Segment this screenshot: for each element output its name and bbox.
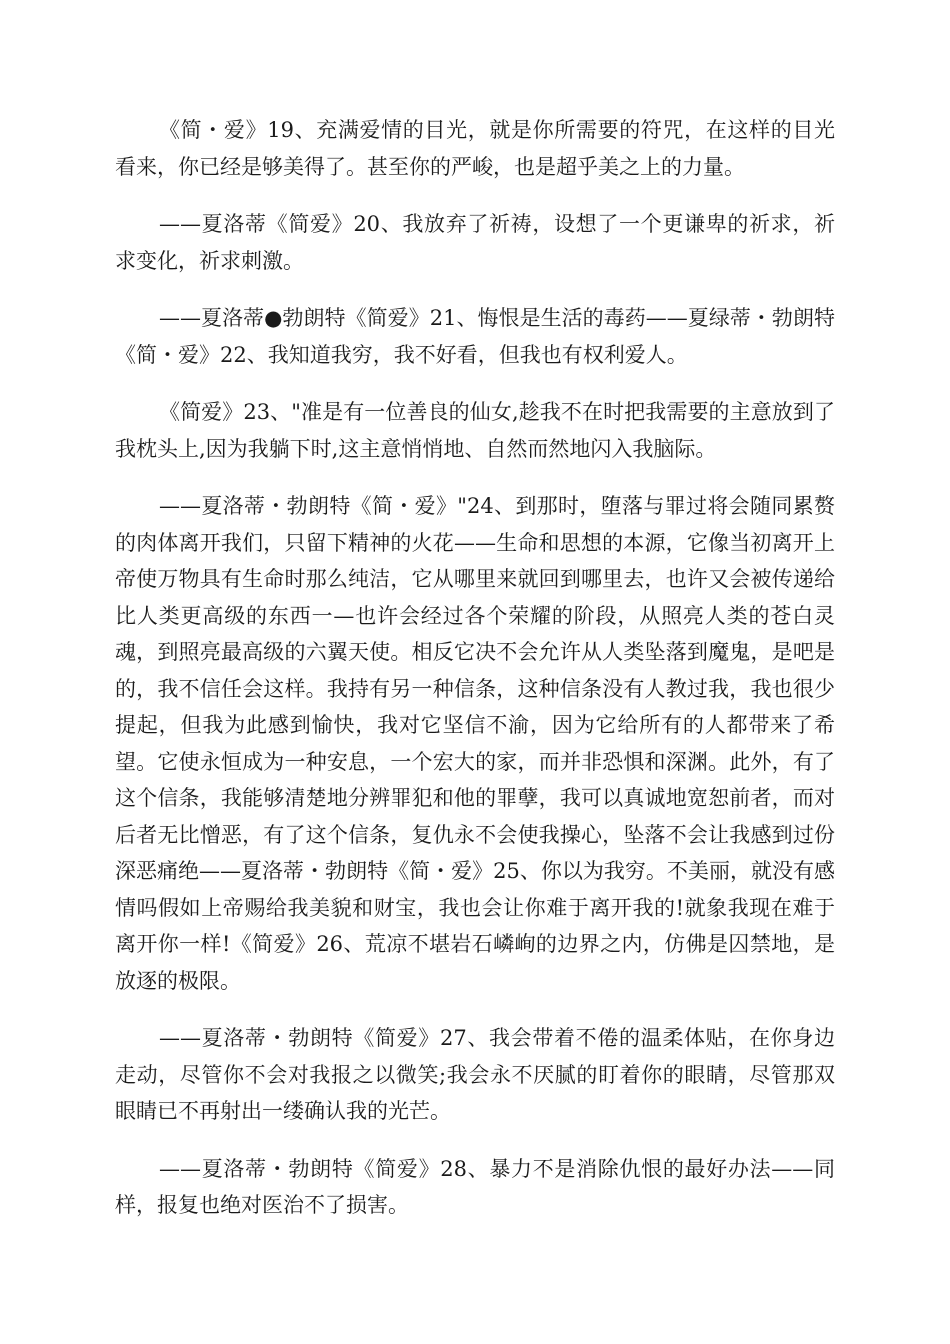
paragraph-2: ——夏洛蒂《简爱》20、我放弃了祈祷，设想了一个更谦卑的祈求，祈求变化，祈求刺激。 <box>115 212 835 273</box>
paragraph-5: ——夏洛蒂・勃朗特《简・爱》"24、到那时，堕落与罪过将会随同累赘的肉体离开我们，只留下精神的火花——生命和思想的本源，它像当初离开上帝使万物具有生命时那么纯洁，它从哪里来就回到哪里去，也许又会被传递给比人类更高级的东西一—也许会经过各个荣耀的阶段，从照亮人类的苍白灵魂，到照亮最高级的六翼天使。相反它决不会允许从人类坠落到魔鬼，是吧是的，我不信任会这样。我持有另一种信条，这种信条没有人教过我，我也很少提起，但我为此感到愉快，我对它坚信不渝，因为它给所有的人都带来了希望。它使永恒成为一种安息，一个宏大的家，而并非恐惧和深渊。此外，有了这个信条，我能够清楚地分辨罪犯和他的罪孽，我可以真诚地宽恕前者，而对后者无比憎恶，有了这个信条，复仇永不会使我操心，坠落不会让我感到过份深恶痛绝——夏洛蒂・勃朗特《简・爱》25、你以为我穷。不美丽，就没有感情吗假如上帝赐给我美貌和财宝，我也会让你难于离开我的!就象我现在难于离开你一样!《简爱》26、荒凉不堪岩石嶙峋的边界之内，仿佛是囚禁地，是放逐的极限。 <box>115 494 835 993</box>
paragraph-6: ——夏洛蒂・勃朗特《简爱》27、我会带着不倦的温柔体贴，在你身边走动，尽管你不会对我报之以微笑;我会永不厌腻的盯着你的眼睛，尽管那双眼睛已不再射出一缕确认我的光芒。 <box>115 1026 835 1123</box>
paragraph-7: ——夏洛蒂・勃朗特《简爱》28、暴力不是消除仇恨的最好办法——同样，报复也绝对医治不了损害。 <box>115 1156 835 1217</box>
document-body <box>115 112 835 1245</box>
paragraph-1: 《简・爱》19、充满爱情的目光，就是你所需要的符咒，在这样的目光看来，你已经是够美得了。甚至你的严峻，也是超乎美之上的力量。 <box>115 118 835 179</box>
paragraph-3: ——夏洛蒂●勃朗特《简爱》21、悔恨是生活的毒药——夏绿蒂・勃朗特《简・爱》22、我知道我穷，我不好看，但我也有权利爱人。 <box>115 306 835 367</box>
paragraph-4: 《简爱》23、"准是有一位善良的仙女,趁我不在时把我需要的主意放到了我枕头上,因为我躺下时,这主意悄悄地、自然而然地闪入我脑际。 <box>115 400 835 461</box>
